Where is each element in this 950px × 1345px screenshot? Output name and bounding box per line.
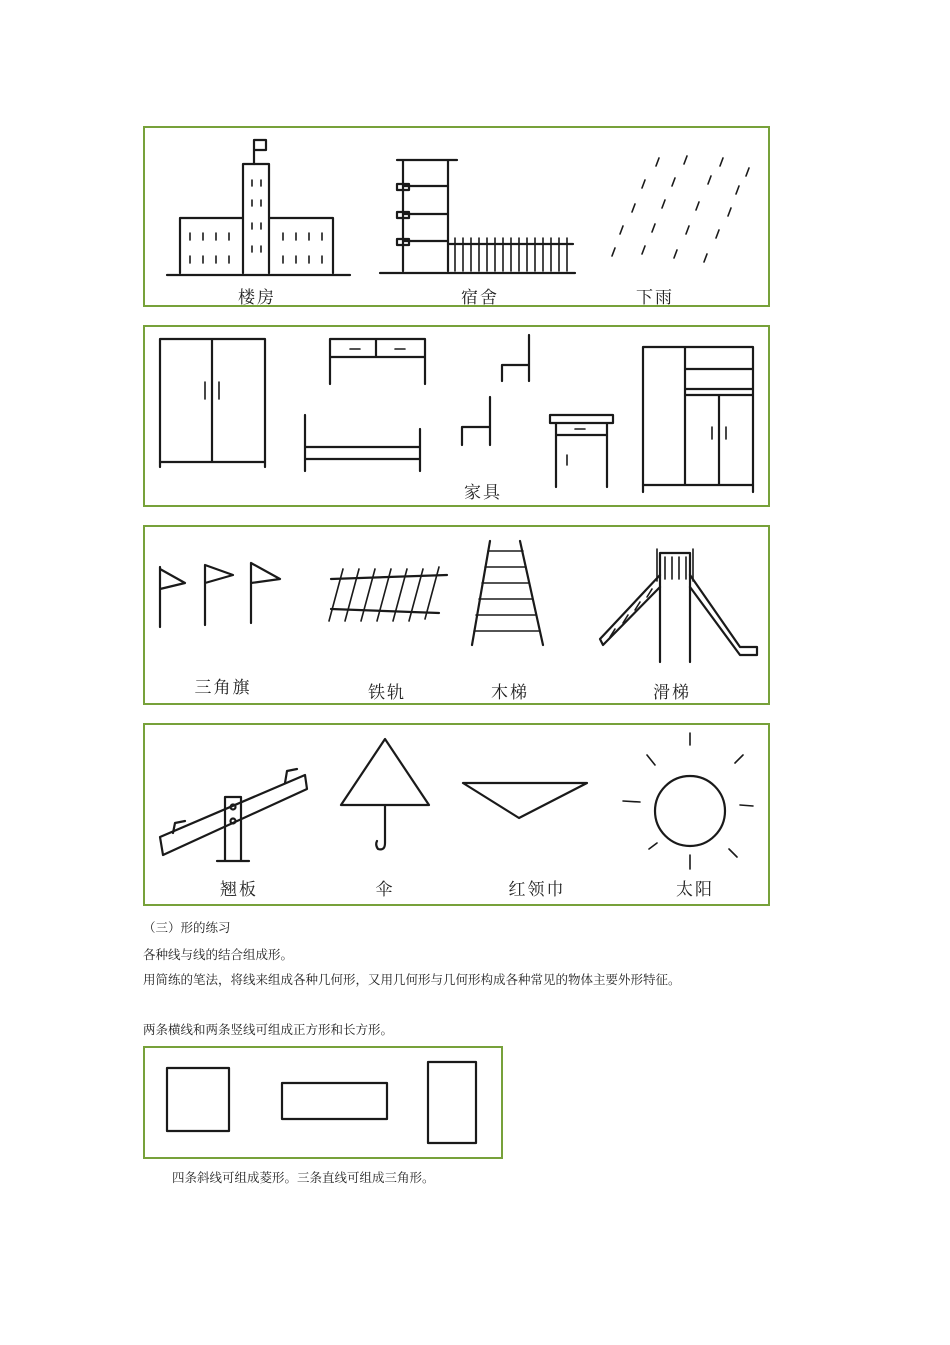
illustration-panel-furniture (143, 325, 770, 507)
illustration-panel-rectangles (143, 1046, 503, 1159)
caption-building: 楼房 (238, 288, 276, 308)
buildings-drawings (145, 128, 772, 309)
illustration-panel-lines (143, 525, 770, 705)
chair-drawing-upper (502, 335, 529, 381)
slide-drawing (600, 549, 757, 662)
body-line-1: 各种线与线的结合组成形。 (143, 947, 294, 962)
ladder-drawing (472, 541, 543, 645)
desk-drawing (330, 339, 425, 384)
illustration-panel-buildings (143, 126, 770, 307)
tall-wardrobe-drawing (643, 347, 753, 492)
caption-railway: 铁轨 (368, 683, 406, 703)
seesaw-drawing (160, 769, 307, 861)
illustration-panel-shapes (143, 723, 770, 906)
square-drawing (167, 1068, 229, 1131)
wardrobe-drawing (160, 339, 265, 467)
red-scarf-drawing (463, 783, 587, 818)
railway-drawing (329, 567, 447, 621)
vertical-rectangle-drawing (428, 1062, 476, 1143)
caption-umbrella: 伞 (375, 880, 395, 900)
rectangles-drawings (145, 1048, 505, 1161)
nightstand-drawing (550, 415, 613, 487)
dormitory-drawing (380, 160, 575, 273)
rain-drawing (612, 156, 749, 262)
body-line-4: 四条斜线可组成菱形。三条直线可组成三角形。 (172, 1170, 435, 1185)
bed-drawing (305, 415, 420, 471)
umbrella-drawing (341, 739, 429, 849)
chair-drawing-lower (462, 397, 490, 445)
caption-sun: 太阳 (676, 880, 714, 900)
sun-drawing (623, 733, 753, 869)
caption-triangle-flags: 三角旗 (194, 678, 252, 698)
caption-ladder: 木梯 (491, 683, 529, 703)
furniture-drawings (145, 327, 772, 509)
triangle-flags-drawing (160, 563, 280, 627)
caption-rain: 下雨 (636, 288, 674, 308)
caption-dormitory: 宿舍 (461, 288, 499, 308)
building-drawing (167, 140, 350, 275)
horizontal-rectangle-drawing (282, 1083, 387, 1119)
caption-seesaw: 翘板 (220, 880, 258, 900)
caption-furniture: 家具 (464, 483, 502, 503)
caption-red-scarf: 红领巾 (508, 880, 566, 900)
section-heading: （三）形的练习 (143, 920, 231, 935)
caption-slide: 滑梯 (653, 683, 691, 703)
body-line-3: 两条横线和两条竖线可组成正方形和长方形。 (143, 1022, 394, 1037)
body-line-2: 用简练的笔法，将线来组成各种几何形，又用几何形与几何形构成各种常见的物体主要外形特征。 (143, 972, 681, 987)
